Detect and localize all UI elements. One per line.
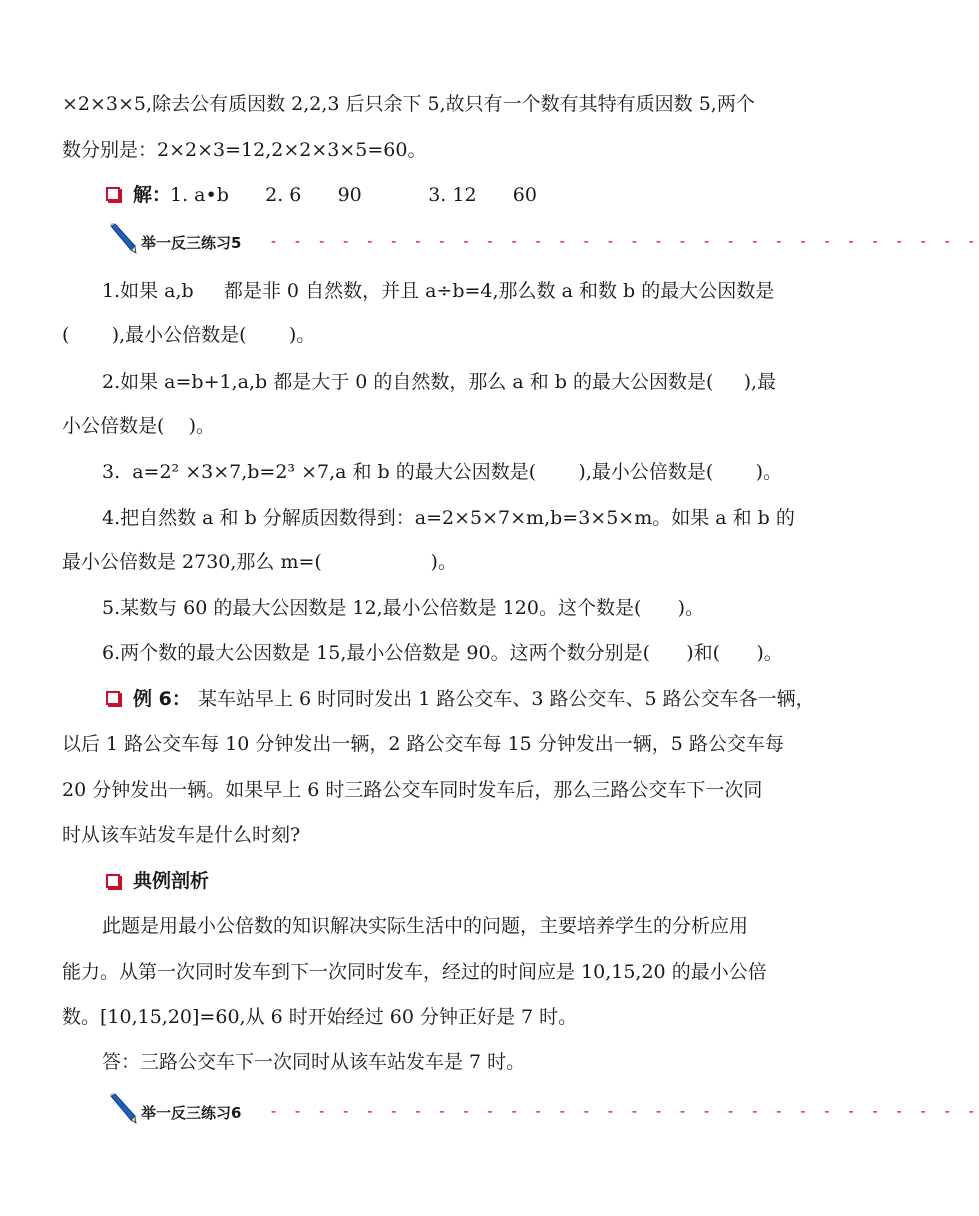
answer-text: 答：三路公交车下一次同时从该车站发车是 7 时。 — [102, 1051, 526, 1073]
practice-title: 举一反三练习6 — [141, 1104, 242, 1122]
analysis-title: 典例剖析 — [133, 870, 210, 892]
exercise-line: 小公倍数是( )。 — [62, 415, 215, 437]
exercise-line: 5.某数与 60 的最大公因数是 12,最小公倍数是 120。这个数是( )。 — [102, 597, 705, 619]
dashed-divider: - - - - - - - - - - - - - - - - - - - - - - - - - - - - - - — [269, 1102, 979, 1120]
practice-title: 举一反三练习5 — [141, 234, 242, 252]
example-label: 例 6： — [133, 688, 191, 710]
exercise-line: 最小公倍数是 2730,那么 m=( )。 — [62, 551, 457, 573]
red-square-bullet-icon — [106, 691, 120, 705]
pencil-icon — [105, 222, 137, 254]
practice-header-6 — [105, 1092, 979, 1132]
exercise-line: 6.两个数的最大公因数是 15,最小公倍数是 90。这两个数分别是( )和( )。 — [102, 642, 783, 664]
red-square-bullet-icon — [106, 187, 120, 201]
example-text: 20 分钟发出一辆。如果早上 6 时三路公交车同时发车后，那么三路公交车下一次同 — [62, 779, 763, 801]
solution-text: 1. a•b 2. 6 90 3. 12 60 — [170, 184, 537, 206]
text-line: 数分别是：2×2×3=12,2×2×3×5=60。 — [62, 139, 427, 161]
example-text: 时从该车站发车是什么时刻? — [62, 824, 301, 846]
exercise-line: 1.如果 a,b 都是非 0 自然数，并且 a÷b=4,那么数 a 和数 b 的最大公因数是 — [102, 280, 775, 302]
dashed-divider: - - - - - - - - - - - - - - - - - - - - - - - - - - - - - - — [269, 232, 979, 250]
solution-label: 解： — [133, 184, 172, 206]
analysis-text: 能力。从第一次同时发车到下一次同时发车，经过的时间应是 10,15,20 的最小公倍 — [62, 961, 767, 983]
example-text: 以后 1 路公交车每 10 分钟发出一辆，2 路公交车每 15 分钟发出一辆，5 路公交车每 — [62, 733, 784, 755]
analysis-text: 此题是用最小公倍数的知识解决实际生活中的问题，主要培养学生的分析应用 — [102, 915, 749, 937]
analysis-text: 数。[10,15,20]=60,从 6 时开始经过 60 分钟正好是 7 时。 — [62, 1006, 578, 1028]
exercise-line: 4.把自然数 a 和 b 分解质因数得到：a=2×5×7×m,b=3×5×m。如果 a 和 b 的 — [102, 507, 795, 529]
exercise-line: 2.如果 a=b+1,a,b 都是大于 0 的自然数，那么 a 和 b 的最大公因数是( ),最 — [102, 371, 777, 393]
practice-header-5 — [105, 222, 979, 262]
red-square-bullet-icon — [106, 874, 120, 888]
example-text: 某车站早上 6 时同时发出 1 路公交车、3 路公交车、5 路公交车各一辆， — [198, 688, 815, 710]
exercise-line: 3. a=2² ×3×7,b=2³ ×7,a 和 b 的最大公因数是( ),最小公倍数是( )。 — [102, 461, 782, 483]
text-line: ×2×3×5,除去公有质因数 2,2,3 后只余下 5,故只有一个数有其特有质因数 5,两个 — [62, 93, 755, 115]
exercise-line: ( ),最小公倍数是( )。 — [62, 324, 316, 346]
pencil-icon — [105, 1092, 137, 1124]
